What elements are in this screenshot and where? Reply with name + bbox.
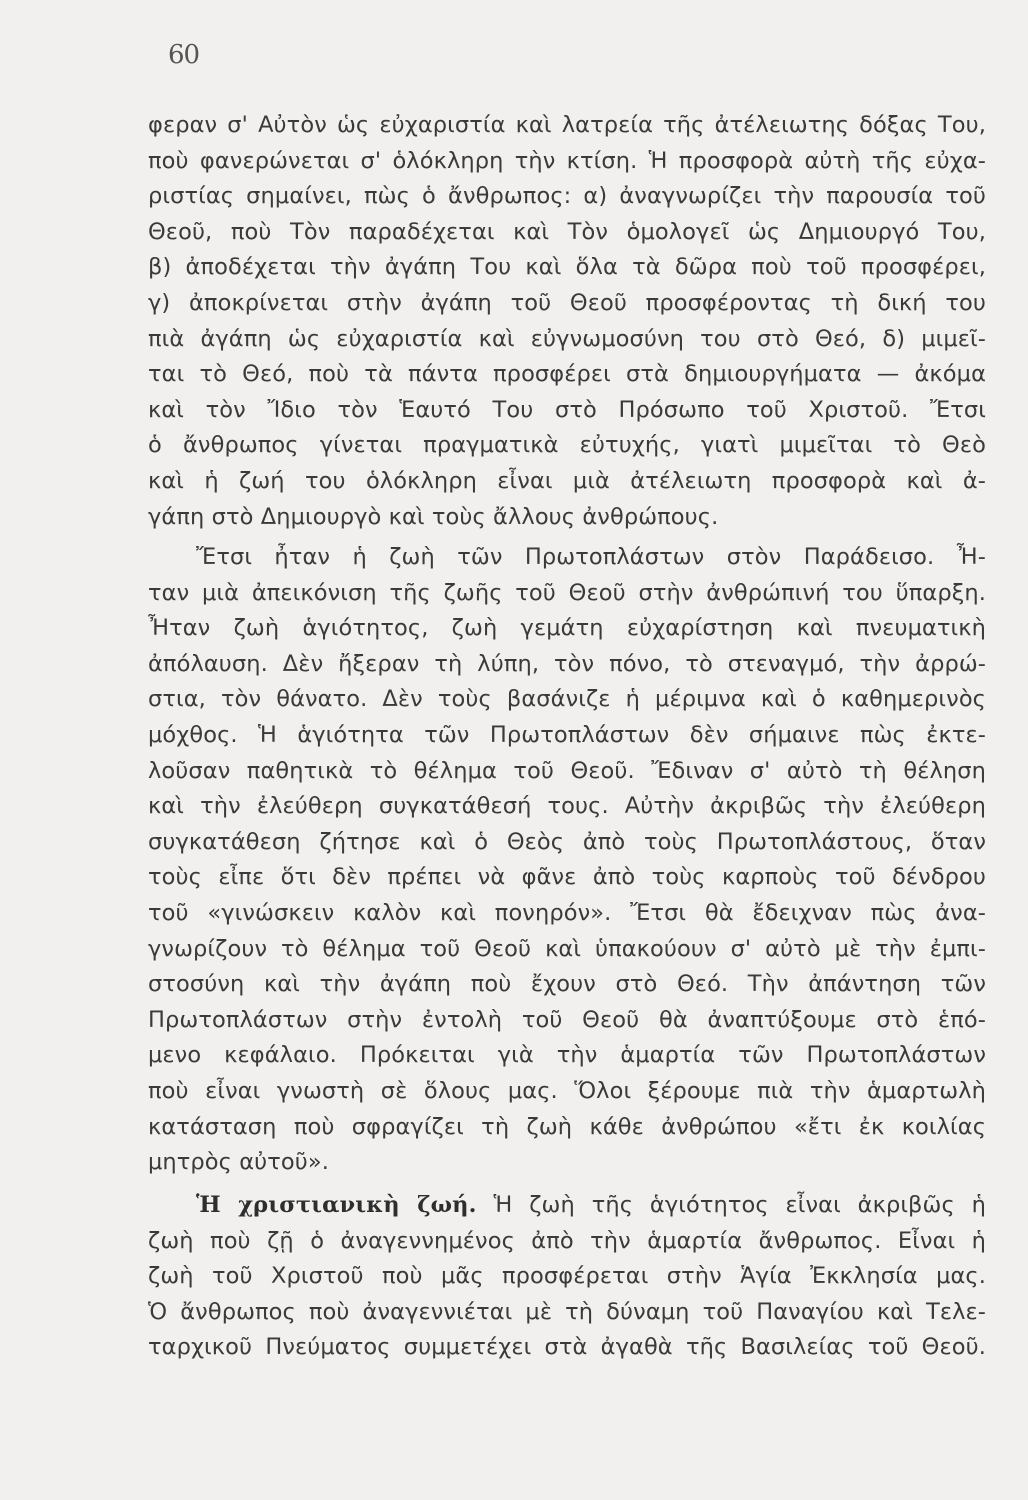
text-line: Ἦταν ζωὴ ἁγιότητος, ζωὴ γεμάτη εὐχαρίστηση καὶ πνευματικὴ: [148, 615, 986, 642]
text-line: μητρὸς αὐτοῦ».: [148, 1149, 330, 1176]
text-line: στια, τὸν θάνατο. Δὲν τοὺς βασάνιζε ἡ μέριμνα καὶ ὁ καθημερινὸς: [148, 686, 986, 713]
text-line: συγκατάθεση ζήτησε καὶ ὁ Θεὸς ἀπὸ τοὺς Πρωτοπλάστους, ὅταν: [148, 828, 986, 855]
text-line: ταν μιὰ ἀπεικόνιση τῆς ζωῆς τοῦ Θεοῦ στὴν ἀνθρώπινή του ὕπαρξη.: [148, 579, 986, 606]
text-line: ριστίας σημαίνει, πὼς ὁ ἄνθρωπος: α) ἀναγνωρίζει τὴν παρουσία τοῦ: [148, 183, 986, 210]
text-line: τοὺς εἶπε ὅτι δὲν πρέπει νὰ φᾶνε ἀπὸ τοὺς καρποὺς τοῦ δένδρου: [148, 864, 986, 891]
text-line: καὶ τὸν Ἴδιο τὸν Ἑαυτό Του στὸ Πρόσωπο τοῦ Χριστοῦ. Ἔτσι: [148, 396, 986, 423]
text-line: γνωρίζουν τὸ θέλημα τοῦ Θεοῦ καὶ ὑπακούουν σ' αὐτὸ μὲ τὴν ἐμπι-: [148, 935, 986, 962]
text-line: Πρωτοπλάστων στὴν ἐντολὴ τοῦ Θεοῦ θὰ ἀναπτύξουμε στὸ ἑπό-: [148, 1006, 986, 1033]
text-line: Ἔτσι ἦταν ἡ ζωὴ τῶν Πρωτοπλάστων στὸν Παράδεισο. Ἦ-: [196, 544, 986, 570]
paragraph-3: [148, 1188, 986, 1366]
text-line: πιὰ ἀγάπη ὡς εὐχαριστία καὶ εὐγνωμοσύνη του στὸ Θεό, δ) μιμεῖ-: [148, 325, 986, 352]
text-line: γάπη στὸ Δημιουργὸ καὶ τοὺς ἄλλους ἀνθρώπους.: [148, 503, 719, 530]
text-line: γ) ἀποκρίνεται στὴν ἀγάπη τοῦ Θεοῦ προσφέροντας τὴ δική του: [148, 289, 986, 316]
text-line: ζωὴ ποὺ ζῇ ὁ ἀναγεννημένος ἀπὸ τὴν ἁμαρτία ἄνθρωπος. Εἶναι ἡ: [148, 1227, 986, 1254]
text-line: ποὺ εἶναι γνωστὴ σὲ ὅλους μας. Ὅλοι ξέρουμε πιὰ τὴν ἁμαρτωλὴ: [148, 1077, 986, 1104]
text-line: ποὺ φανερώνεται σ' ὁλόκληρη τὴν κτίση. Ἡ προσφορὰ αὐτὴ τῆς εὐχα-: [148, 147, 986, 174]
paragraph-2: [148, 540, 986, 1181]
text-line: μόχθος. Ἡ ἁγιότητα τῶν Πρωτοπλάστων δὲν σήμαινε πὼς ἐκτε-: [148, 721, 986, 748]
text-line: στοσύνη καὶ τὴν ἀγάπη ποὺ ἔχουν στὸ Θεό. Τὴν ἀπάντηση τῶν: [148, 971, 986, 998]
text-line: φεραν σ' Αὐτὸν ὡς εὐχαριστία καὶ λατρεία τῆς ἀτέλειωτης δόξας Του,: [148, 112, 986, 138]
text-line: Θεοῦ, ποὺ Τὸν παραδέχεται καὶ Τὸν ὁμολογεῖ ὡς Δημιουργό Του,: [148, 218, 986, 245]
text-line: Ὁ ἄνθρωπος ποὺ ἀναγεννιέται μὲ τὴ δύναμη τοῦ Παναγίου καὶ Τελε-: [148, 1298, 986, 1325]
paragraph-1: [148, 108, 986, 535]
text-line: ἀπόλαυση. Δὲν ἤξεραν τὴ λύπη, τὸν πόνο, τὸ στεναγμό, τὴν ἀρρώ-: [148, 650, 986, 677]
text-line: ταρχικοῦ Πνεύματος συμμετέχει στὰ ἀγαθὰ τῆς Βασιλείας τοῦ Θεοῦ.: [148, 1334, 986, 1361]
text-line: ὁ ἄνθρωπος γίνεται πραγματικὰ εὐτυχής, γιατὶ μιμεῖται τὸ Θεὸ: [148, 432, 986, 459]
text-line: καὶ ἡ ζωή του ὁλόκληρη εἶναι μιὰ ἀτέλειωτη προσφορὰ καὶ ἀ-: [148, 467, 986, 494]
text-line: λοῦσαν παθητικὰ τὸ θέλημα τοῦ Θεοῦ. Ἔδιναν σ' αὐτὸ τὴ θέληση: [148, 757, 986, 784]
text-line: μενο κεφάλαιο. Πρόκειται γιὰ τὴν ἁμαρτία τῶν Πρωτοπλάστων: [148, 1042, 986, 1069]
text-run: Ἡ ζωὴ τῆς ἁγιότητος εἶναι ἀκριβῶς ἡ: [493, 1192, 986, 1218]
text-line: καὶ τὴν ἐλεύθερη συγκατάθεσή τους. Αὐτὴν ἀκριβῶς τὴν ἐλεύθερη: [148, 793, 986, 820]
section-heading: Ἡ χριστιανικὴ ζωή.: [196, 1192, 477, 1218]
text-line: β) ἀποδέχεται τὴν ἀγάπη Του καὶ ὅλα τὰ δῶρα ποὺ τοῦ προσφέρει,: [148, 254, 986, 281]
text-line: κατάσταση ποὺ σφραγίζει τὴ ζωὴ κάθε ἀνθρώπου «ἔτι ἐκ κοιλίας: [148, 1113, 986, 1140]
text-line: [148, 1188, 986, 1224]
page-number: 60: [168, 40, 200, 70]
text-line: ζωὴ τοῦ Χριστοῦ ποὺ μᾶς προσφέρεται στὴν Ἁγία Ἐκκλησία μας.: [148, 1263, 986, 1290]
text-line: ται τὸ Θεό, ποὺ τὰ πάντα προσφέρει στὰ δημιουργήματα — ἀκόμα: [148, 361, 986, 388]
text-line: τοῦ «γινώσκειν καλὸν καὶ πονηρόν». Ἔτσι θὰ ἔδειχναν πὼς ἀνα-: [148, 899, 986, 926]
